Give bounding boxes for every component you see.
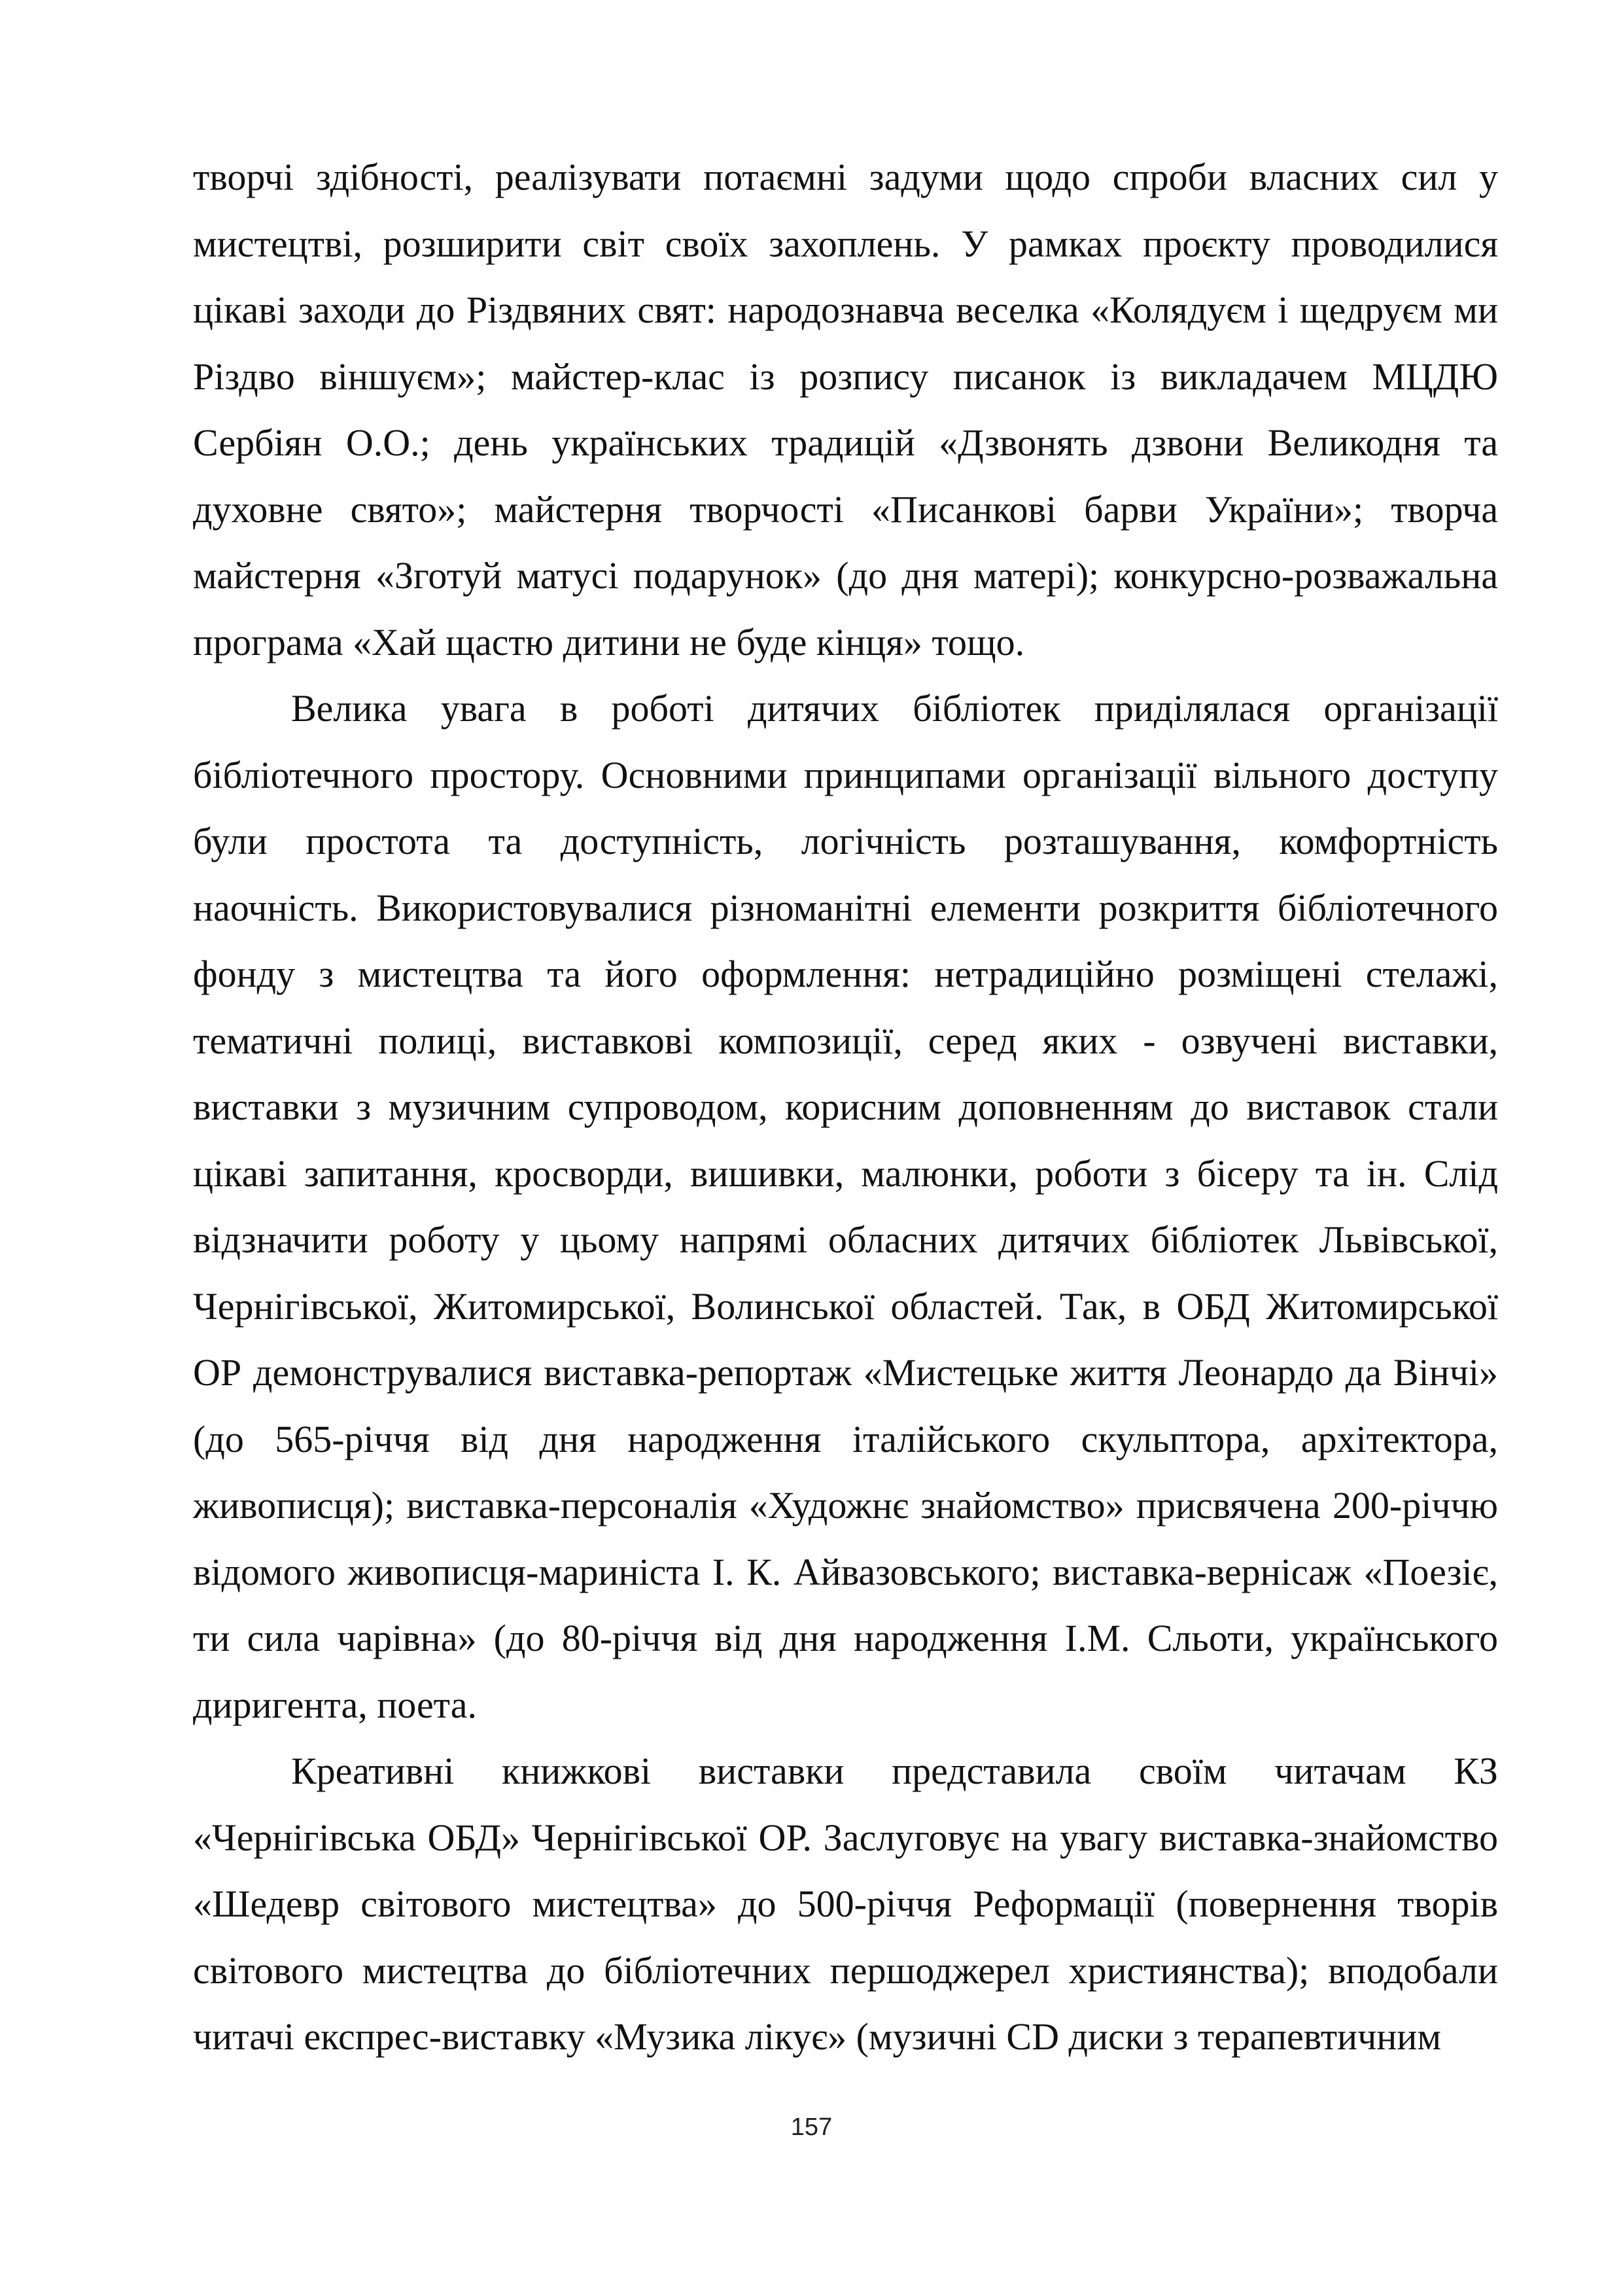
body-text bbox=[193, 144, 1498, 2070]
paragraph-library-space: Велика увага в роботі дитячих бібліотек приділялася організації бібліотечного простору. Основними принципами організації вільного доступу були простота та доступність, логічність розташування, комфортність наочність. Використовувалися різноманітні елементи розкриття бібліотечного фонду з мистецтва та його оформлення: нетрадиційно розміщені стелажі, тематичні полиці, виставкові композиції, серед яких - озвучені виставки, виставки з музичним супроводом, корисним доповненням до виставок стали цікаві запитання, кросворди, вишивки, малюнки, роботи з бісеру та ін. Слід відзначити роботу у цьому напрямі обласних дитячих бібліотек Львівської, Чернігівської, Житомирської, Волинської областей. Так, в ОБД Житомирської ОР демонструвалися виставка-репортаж «Мистецьке життя Леонардо да Вінчі» (до 565-річчя від дня народження італійського скульптора, архітектора, живописця); виставка-персоналія «Художнє знайомство» присвячена 200-річчю відомого живописця-мариніста І. К. Айвазовського; виставка-вернісаж «Поезіє, ти сила чарівна» (до 80-річчя від дня народження І.М. Сльоти, українського диригента, поета. bbox=[193, 687, 1498, 1726]
paragraph-creative-exhibitions: Креативні книжкові виставки представила своїм читачам КЗ «Чернігівська ОБД» Чернігівської ОР. Заслуговує на увагу виставка-знайомство «Шедевр світового мистецтва» до 500-річчя Реформації (повернення творів світового мистецтва до бібліотечних першоджерел християнства); вподобали читачі експрес-виставку «Музика лікує» (музичні CD диски з терапевтичним bbox=[193, 1750, 1498, 2058]
paragraph-continuation: творчі здібності, реалізувати потаємні задуми щодо спроби власних сил у мистецтві, розширити світ своїх захоплень. У рамках проєкту проводилися цікаві заходи до Різдвяних свят: народознавча веселка «Колядуєм і щедруєм ми Різдво віншуєм»; майстер-клас із розпису писанок із викладачем МЦДЮ Сербіян О.О.; день українських традицій «Дзвонять дзвони Великодня та духовне свято»; майстерня творчості «Писанкові барви України»; творча майстерня «Зготуй матусі подарунок» (до дня матері); конкурсно-розважальна програма «Хай щастю дитини не буде кінця» тощо. bbox=[193, 156, 1498, 663]
page-number: 157 bbox=[790, 2113, 833, 2141]
